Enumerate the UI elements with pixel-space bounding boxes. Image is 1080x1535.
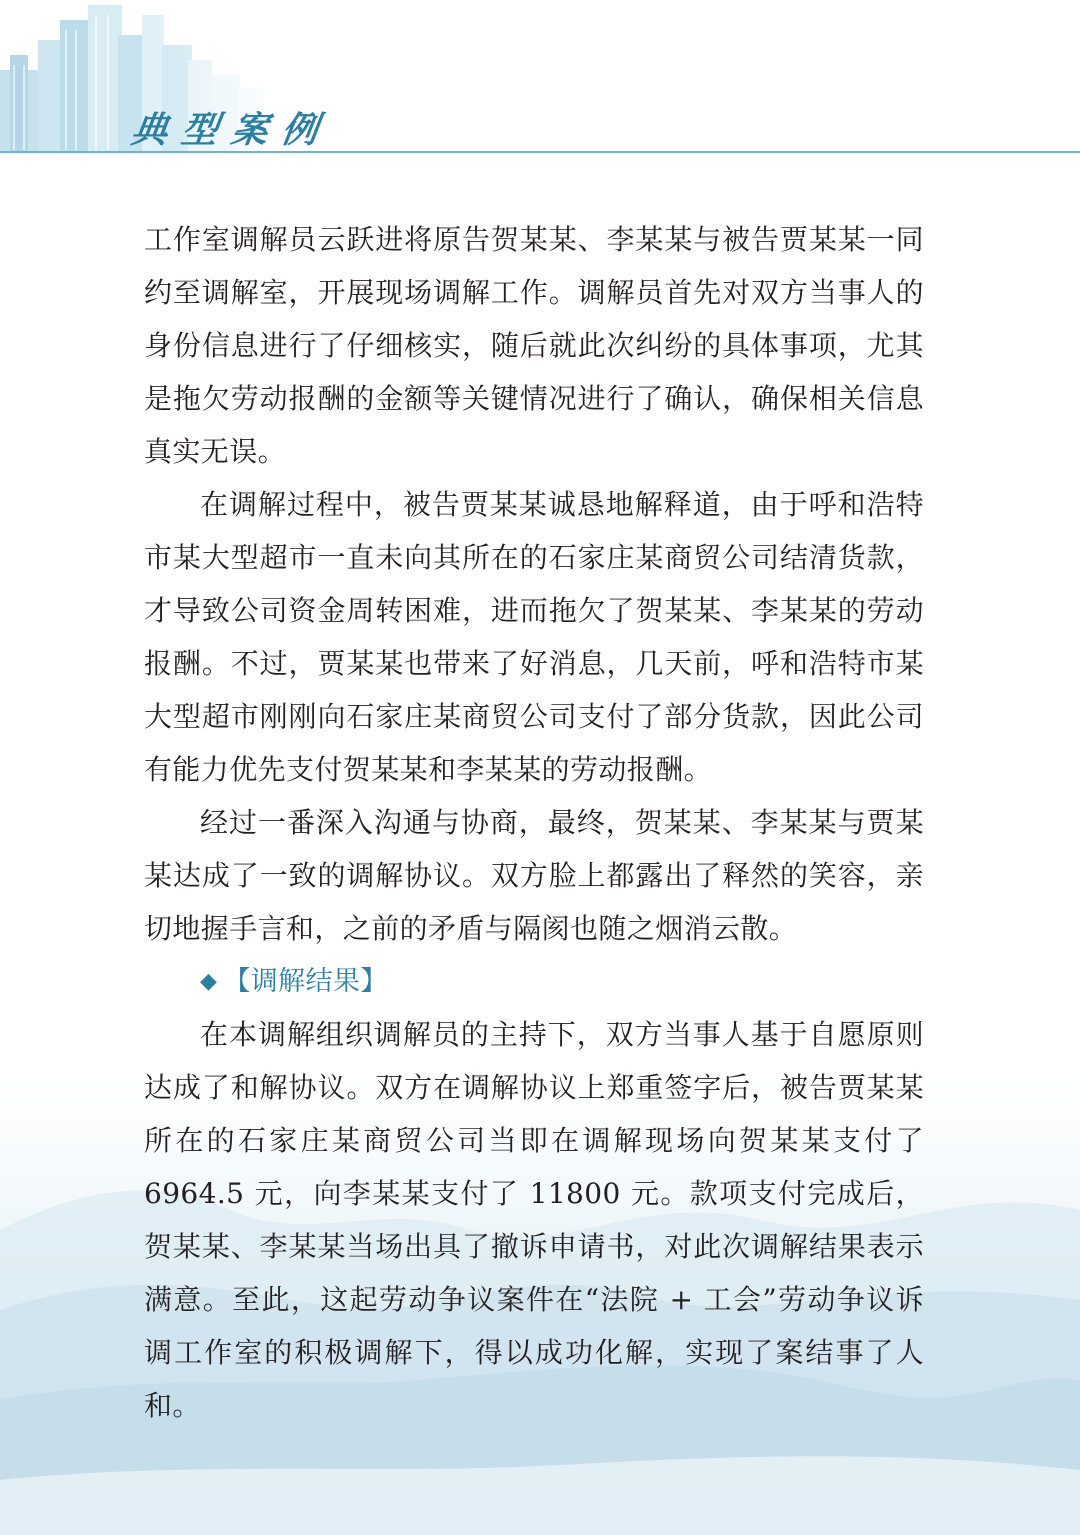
article-body <box>144 213 924 1432</box>
section-title: 典型案例 <box>128 109 335 151</box>
paragraph: 工作室调解员云跃进将原告贺某某、李某某与被告贾某某一同约至调解室，开展现场调解工作。调解员首先对双方当事人的身份信息进行了仔细核实，随后就此次纠纷的具体事项，尤其是拖欠劳动报酬的金额等关键情况进行了确认，确保相关信息真实无误。 <box>144 223 924 468</box>
paragraph: 在本调解组织调解员的主持下，双方当事人基于自愿原则达成了和解协议。双方在调解协议上郑重签字后，被告贾某某所在的石家庄某商贸公司当即在调解现场向贺某某支付了6964.5 元，向李某某支付了 11800 元。款项支付完成后，贺某某、李某某当场出具了撤诉申请书，对此次调解结果表示满意。至此，这起劳动争议案件在“法院 + 工会”劳动争议诉调工作室的积极调解下，得以成功化解，实现了案结事了人和。 <box>144 1018 924 1422</box>
page-header <box>0 0 1080 160</box>
section-heading-label: 【调解结果】 <box>223 966 388 997</box>
diamond-icon: ◆ <box>200 969 218 994</box>
section-heading-result <box>144 955 924 1008</box>
header-divider <box>0 151 1080 153</box>
paragraph: 在调解过程中，被告贾某某诚恳地解释道，由于呼和浩特市某大型超市一直未向其所在的石家庄某商贸公司结清货款，才导致公司资金周转困难，进而拖欠了贺某某、李某某的劳动报酬。不过，贾某某也带来了好消息，几天前，呼和浩特市某大型超市刚刚向石家庄某商贸公司支付了部分货款，因此公司有能力优先支付贺某某和李某某的劳动报酬。 <box>144 488 924 786</box>
paragraph: 经过一番深入沟通与协商，最终，贺某某、李某某与贾某某达成了一致的调解协议。双方脸上都露出了释然的笑容，亲切地握手言和，之前的矛盾与隔阂也随之烟消云散。 <box>144 806 924 945</box>
